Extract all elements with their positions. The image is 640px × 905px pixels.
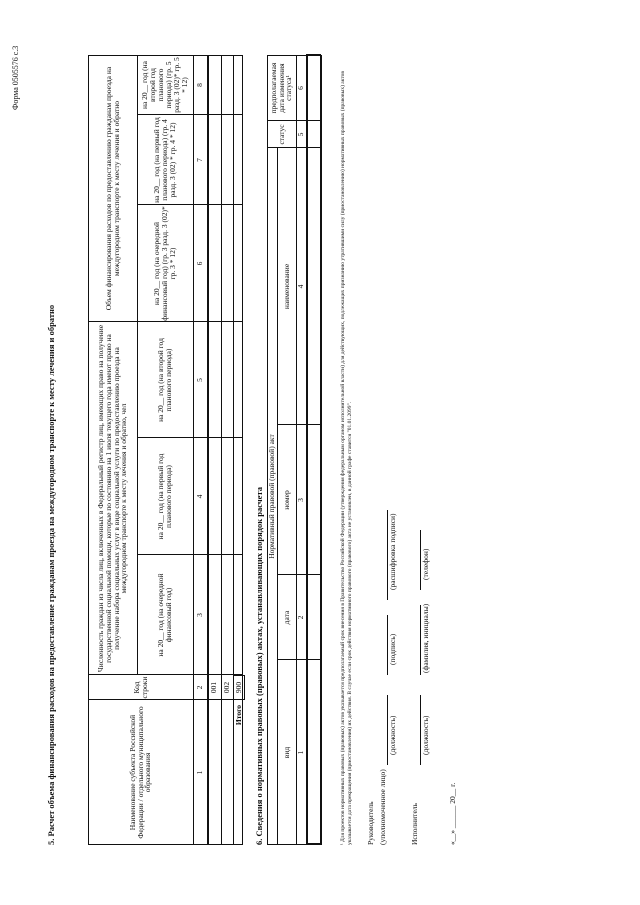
colnum: 4 bbox=[195, 494, 205, 499]
head-label: Руководитель (уполномоченное лицо) bbox=[366, 769, 387, 845]
colnum: 1 bbox=[296, 750, 306, 755]
form-code: Форма 0505576 с.3 bbox=[11, 45, 20, 110]
col-region-header: Наименование субъекта Российской Федерации / отдельного муниципального образования bbox=[127, 706, 153, 839]
colnum: 1 bbox=[195, 770, 205, 775]
footnote: ¹ Для проектов нормативных правовых (правовых) актов указывается предполагаемый срок внесения в Правительство Российской Федерации (утверждения федеральным органом исполнительной власти) для действующих, подлежащих признанию утратившими силу (приостановлению) нормативных правовых (правовых) актов указывается дата прекращения (приостановления) их действия. В случае если срок действия нормативного правового (правового) акта не установлен, в данной графе ставится "01.01.2099". bbox=[340, 70, 354, 845]
colnum: 2 bbox=[296, 615, 306, 620]
row-code: 002 bbox=[222, 681, 232, 694]
executor-phone: (телефон) bbox=[421, 548, 430, 580]
col-date: дата bbox=[281, 610, 291, 625]
col-status: статус bbox=[276, 124, 286, 145]
colnum: 3 bbox=[296, 498, 306, 502]
count-col-3: на 20__ год (на второй год планового периода) bbox=[156, 338, 173, 422]
finance-col-1: на 20__ год (на очередной финансовый год) (гр. 3 разд. 3 (02)* гр. 3 * 12) bbox=[152, 206, 177, 321]
section6-title: 6. Сведения о нормативных правовых (правовых) актах, устанавливающих порядок расчета bbox=[254, 487, 264, 845]
finance-col-2: на 20__ год (на первый год планового периода) (гр. 4 разд. 3 (02) * гр. 4 * 12) bbox=[152, 117, 177, 203]
col-name: наименование bbox=[281, 263, 291, 310]
executor-position: (должность) bbox=[421, 715, 430, 755]
col-number: номер bbox=[281, 490, 291, 510]
colnum: 3 bbox=[195, 613, 205, 617]
executor-fullname: (фамилия, инициалы) bbox=[421, 603, 430, 673]
colnum: 8 bbox=[195, 83, 205, 87]
count-col-1: на 20__ год (на очередной финансовый год) bbox=[156, 573, 173, 657]
head-decoding: (расшифровка подписи) bbox=[388, 513, 397, 590]
finance-col-3: на 20__ год (на второй год планового периода) (гр. 5 разд. 3 (02)* гр. 5 * 12) bbox=[140, 57, 189, 113]
date-line: «__» ______ 20__ г. bbox=[448, 782, 457, 845]
head-signature: (подпись) bbox=[388, 633, 397, 665]
executor-label: Исполнитель bbox=[410, 803, 419, 845]
colnum: 6 bbox=[296, 86, 306, 90]
col-code-header: Код строки bbox=[131, 676, 149, 699]
section5-title: 5. Расчет объема финансирования расходов на предоставление гражданам проезда на междугородном транспорте к месту лечения и обратно bbox=[46, 304, 56, 845]
group-count-header: Численность граждан из числа лиц, включенных в Федеральный регистр лиц, имеющих право на получение государственной социальной помощи, которые по состоянию на 1 июля текущего года имеют право на получение набора социальных услуг в виде социальной услуги по предоставлению проезда на междугородном транспорте к месту лечения и обратно, чел bbox=[95, 324, 129, 673]
colnum: 6 bbox=[195, 261, 205, 266]
row-code: 001 bbox=[209, 681, 219, 694]
col-kind: вид bbox=[281, 746, 291, 759]
col-status-change-date: предполагаемая дата изменения статуса¹ bbox=[268, 62, 294, 114]
group-act-header: Нормативный правовой (правовой) акт bbox=[267, 434, 277, 559]
count-col-2: на 20__ год (на первый год планового периода) bbox=[156, 453, 173, 540]
colnum: 4 bbox=[296, 284, 306, 289]
colnum: 7 bbox=[195, 158, 205, 162]
group-finance-header: Объем финансирования расходов по предоставлению гражданам проезда на междугородном транспорте к месту лечения и обратно bbox=[103, 66, 121, 311]
colnum: 5 bbox=[296, 132, 306, 137]
total-label: Итого bbox=[234, 704, 244, 726]
total-code: 900 bbox=[234, 681, 244, 694]
colnum: 2 bbox=[195, 685, 205, 690]
head-position: (должность) bbox=[388, 715, 397, 755]
colnum: 5 bbox=[195, 378, 205, 382]
